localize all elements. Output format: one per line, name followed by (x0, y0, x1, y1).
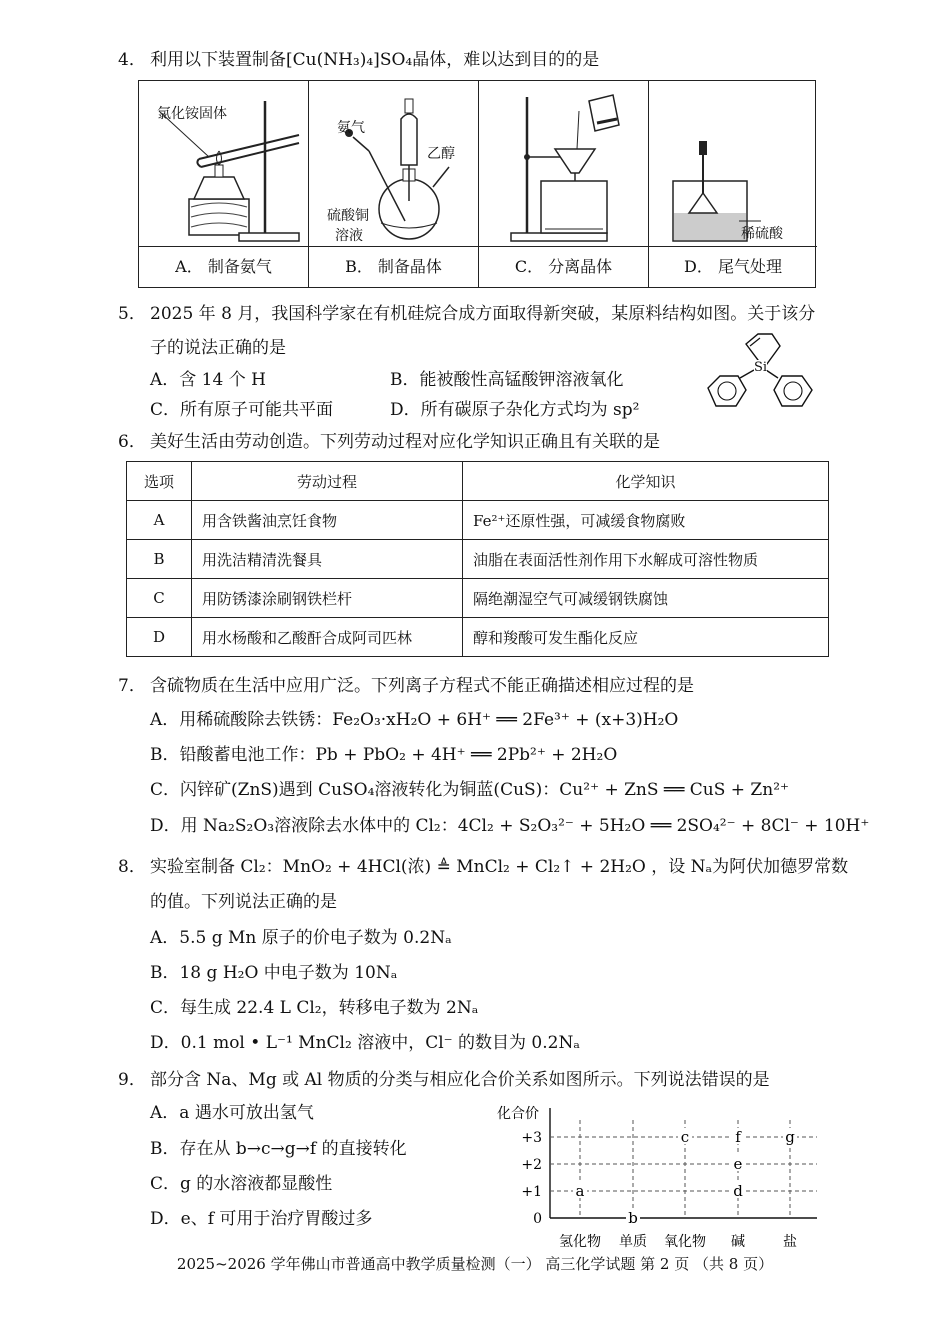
y-tick-label: +1 (521, 1184, 542, 1200)
row-labor: 用洗洁精清洗餐具 (192, 540, 463, 579)
point-label-a: a (575, 1182, 585, 1200)
table-row (127, 540, 829, 579)
row-option: C (127, 579, 192, 618)
q9-number: 9． (118, 1070, 146, 1090)
q7-option-a: A．用稀硫酸除去铁锈：Fe₂O₃·xH₂O + 6H⁺ ══ 2Fe³⁺ + (x+3)H₂O (150, 710, 679, 730)
q7-option-d: D．用 Na₂S₂O₃溶液除去水体中的 Cl₂：4Cl₂ + S₂O₃²⁻ + 5H₂O ══ 2SO₄²⁻ + 8Cl⁻ + 10H⁺ (150, 816, 870, 836)
apparatus-caption-c: C． 分离晶体 (479, 246, 648, 287)
q7-number: 7． (118, 676, 146, 696)
x-tick-label: 碱 (731, 1234, 745, 1250)
point-label-g: g (785, 1128, 795, 1146)
tail-gas-setup-drawing (649, 81, 817, 247)
apparatus-caption-a: A． 制备氨气 (139, 246, 308, 287)
table-row (127, 618, 829, 657)
nh4cl-solid-label: 氯化铵固体 (157, 106, 227, 122)
row-labor: 用含铁酱油烹饪食物 (192, 501, 463, 540)
row-knowledge: 油脂在表面活性剂作用下水解成可溶性物质 (463, 540, 829, 579)
point-label-c: c (680, 1128, 690, 1146)
labor-knowledge-table (126, 461, 829, 657)
dilute-sulfuric-label: 稀硫酸 (741, 226, 783, 242)
x-tick-label: 氧化物 (664, 1234, 706, 1250)
q9-option-b: B．存在从 b→c→g→f 的直接转化 (150, 1139, 407, 1159)
q6-stem: 美好生活由劳动创造。下列劳动过程对应化学知识正确且有关联的是 (150, 432, 660, 452)
table-row (127, 501, 829, 540)
q5-option-a: A．含 14 个 H (150, 370, 266, 390)
q9-stem: 部分含 Na、Mg 或 Al 物质的分类与相应化合价关系如图所示。下列说法错误的是 (150, 1070, 770, 1090)
header-labor: 劳动过程 (192, 462, 463, 501)
apparatus-cell-d (649, 81, 817, 287)
row-knowledge: Fe²⁺还原性强，可减缓食物腐败 (463, 501, 829, 540)
q4-number: 4． (118, 50, 146, 70)
apparatus-cell-c (479, 81, 649, 287)
row-labor: 用防锈漆涂刷钢铁栏杆 (192, 579, 463, 618)
row-option: A (127, 501, 192, 540)
table-row (127, 579, 829, 618)
q8-stem-line2: 的值。下列说法正确的是 (150, 892, 337, 912)
ethanol-label: 乙醇 (427, 146, 455, 162)
q5-option-c: C．所有原子可能共平面 (150, 400, 334, 420)
q5-option-b: B．能被酸性高锰酸钾溶液氧化 (390, 370, 624, 390)
q9-option-c: C．g 的水溶液都显酸性 (150, 1174, 333, 1194)
q8-stem-line1: 实验室制备 Cl₂：MnO₂ + 4HCl(浓) ≜ MnCl₂ + Cl₂↑ + 2H₂O ，设 Nₐ为阿伏加德罗常数 (150, 857, 849, 877)
y-tick-label: +3 (521, 1130, 542, 1146)
point-label-f: f (735, 1128, 741, 1146)
si-atom-label: Si (754, 360, 768, 375)
silole-structure (698, 326, 828, 426)
apparatus-cell-b (309, 81, 479, 287)
q9-option-a: A．a 遇水可放出氢气 (150, 1103, 314, 1123)
q5-stem-line1: 2025 年 8 月，我国科学家在有机硅烷合成方面取得新突破，某原料结构如图。关于该分 (150, 304, 816, 324)
q7-option-b: B．铅酸蓄电池工作：Pb + PbO₂ + 4H⁺ ══ 2Pb²⁺ + 2H₂O (150, 745, 618, 765)
x-tick-label: 盐 (783, 1234, 797, 1250)
q6-number: 6． (118, 432, 146, 452)
q5-option-d: D．所有碳原子杂化方式均为 sp² (390, 400, 640, 420)
q7-stem: 含硫物质在生活中应用广泛。下列离子方程式不能正确描述相应过程的是 (150, 676, 694, 696)
apparatus-table (138, 80, 816, 288)
valence-class-graph (495, 1100, 825, 1260)
q8-option-d: D．0.1 mol • L⁻¹ MnCl₂ 溶液中，Cl⁻ 的数目为 0.2Nₐ (150, 1033, 580, 1053)
q4-stem: 利用以下装置制备[Cu(NH₃)₄]SO₄晶体，难以达到目的的是 (150, 50, 600, 70)
q7-option-c: C．闪锌矿(ZnS)遇到 CuSO₄溶液转化为铜蓝(CuS)：Cu²⁺ + ZnS ══ CuS + Zn²⁺ (150, 780, 789, 800)
page-footer: 2025~2026 学年佛山市普通高中教学质量检测（一） 高三化学试题 第 2 页 （共 8 页） (176, 1255, 774, 1273)
cuso4-label: 硫酸铜 (327, 208, 369, 224)
solution-label: 溶液 (335, 228, 363, 244)
y-tick-label: +2 (521, 1157, 542, 1173)
q9-option-d: D．e、f 可用于治疗胃酸过多 (150, 1209, 373, 1229)
row-option: B (127, 540, 192, 579)
header-knowledge: 化学知识 (463, 462, 829, 501)
y-axis-label: 化合价 (497, 1106, 539, 1122)
point-label-b: b (628, 1209, 638, 1227)
row-option: D (127, 618, 192, 657)
table-header-row (127, 462, 829, 501)
row-labor: 用水杨酸和乙酸酐合成阿司匹林 (192, 618, 463, 657)
ammonia-label: 氨气 (337, 120, 365, 136)
q8-option-b: B．18 g H₂O 中电子数为 10Nₐ (150, 963, 398, 983)
apparatus-cell-a (139, 81, 309, 287)
point-label-e: e (733, 1155, 743, 1173)
q8-number: 8． (118, 857, 146, 877)
row-knowledge: 醇和羧酸可发生酯化反应 (463, 618, 829, 657)
q5-stem-line2: 子的说法正确的是 (150, 338, 286, 358)
q8-option-c: C．每生成 22.4 L Cl₂，转移电子数为 2Nₐ (150, 998, 479, 1018)
filtration-setup-drawing (479, 81, 648, 247)
point-label-d: d (733, 1182, 743, 1200)
x-tick-label: 氢化物 (559, 1234, 601, 1250)
y-tick-label: 0 (533, 1211, 542, 1227)
q5-number: 5． (118, 304, 146, 324)
apparatus-caption-b: B． 制备晶体 (309, 246, 478, 287)
q8-option-a: A．5.5 g Mn 原子的价电子数为 0.2Nₐ (150, 928, 452, 948)
apparatus-caption-d: D． 尾气处理 (649, 246, 817, 287)
header-option: 选项 (127, 462, 192, 501)
row-knowledge: 隔绝潮湿空气可减缓钢铁腐蚀 (463, 579, 829, 618)
x-tick-label: 单质 (619, 1234, 647, 1250)
